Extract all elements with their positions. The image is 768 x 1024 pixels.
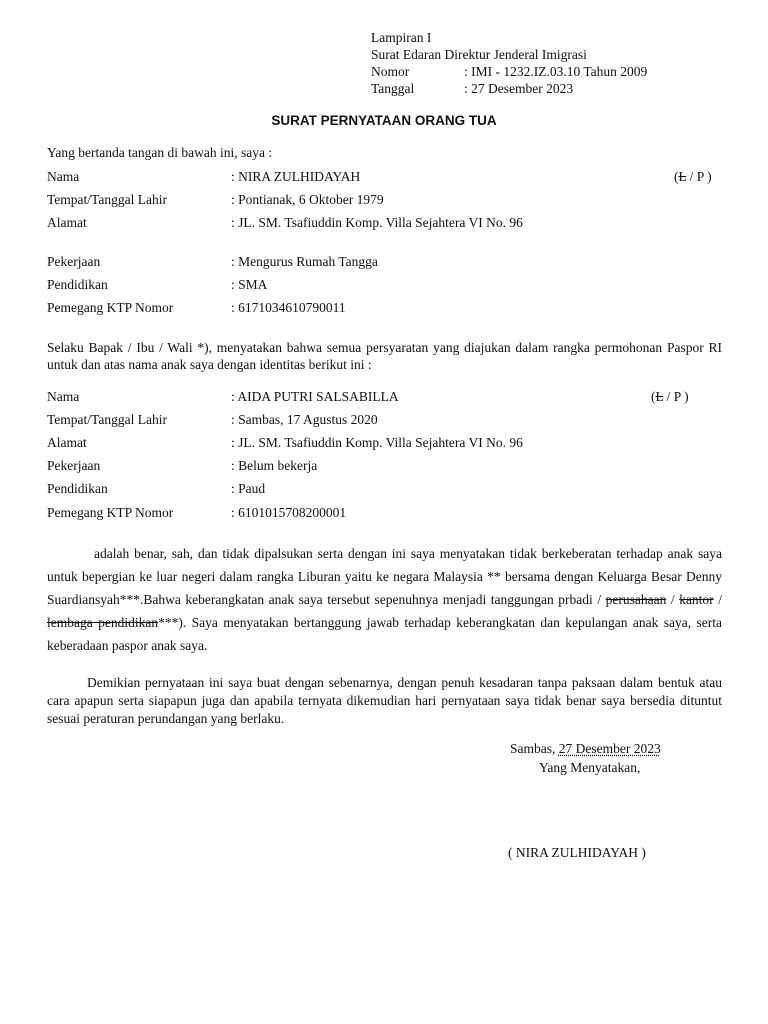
selaku-paragraph: Selaku Bapak / Ibu / Wali *), menyatakan bahwa semua persyaratan yang diajukan dalam rangka permohonan Paspor RI untuk dan atas nama anak saya dengan identitas berikut ini : [47, 340, 722, 372]
signature-role: Yang Menyatakan, [539, 760, 641, 775]
gender-marker [674, 169, 712, 185]
field-label: Pendidikan [47, 277, 108, 292]
closing-paragraph: Demikian pernyataan ini saya buat dengan sebenarnya, dengan penuh kesadaran tanpa paksaan dalam bentuk atau cara apapun serta siapapun juga dan apabila ternyata dikemudian hari pernyataan saya tidak benar saya bersedia dituntut sesuai peraturan perundangan yang berlaku. [47, 675, 722, 726]
gender-open: ( [651, 389, 656, 404]
child-field-education [47, 481, 727, 501]
parent-field-address [47, 215, 727, 235]
field-label: Nama [47, 389, 80, 404]
statement-paragraph [47, 542, 722, 657]
gender-l-struck: L [678, 169, 687, 184]
separator: / [713, 592, 722, 607]
field-value: : 6101015708200001 [231, 505, 347, 520]
field-value: : Pontianak, 6 Oktober 1979 [231, 192, 384, 207]
statement-part2: ***). Saya menyatakan bertanggung jawab terhadap keberangkatan dan kepulangan anak saya, serta keberadaan paspor anak saya. [47, 615, 722, 653]
child-field-address [47, 435, 727, 455]
gender-rest: / P ) [663, 389, 689, 404]
child-field-birth [47, 412, 727, 432]
attachment-title: Lampiran I [371, 30, 432, 45]
field-value: : Sambas, 17 Agustus 2020 [231, 412, 378, 427]
parent-field-ktp [47, 300, 727, 320]
gender-marker [651, 389, 689, 405]
field-value: : Paud [231, 481, 266, 496]
document-title: SURAT PERNYATAAN ORANG TUA [271, 113, 497, 128]
field-label: Pemegang KTP Nomor [47, 300, 174, 315]
field-value: : Mengurus Rumah Tangga [231, 254, 378, 269]
field-label: Alamat [47, 215, 87, 230]
signature-name: ( NIRA ZULHIDAYAH ) [508, 845, 646, 860]
struck-lembaga-pendidikan: lembaga pendidikan [47, 615, 159, 630]
field-label: Pekerjaan [47, 254, 101, 269]
field-value: : AIDA PUTRI SALSABILLA [231, 389, 399, 404]
signature-place-date [510, 741, 661, 757]
child-field-name [47, 389, 727, 409]
field-label: Tempat/Tanggal Lahir [47, 192, 167, 207]
attachment-header [371, 29, 647, 97]
field-value: : JL. SM. Tsafiuddin Komp. Villa Sejahtera VI No. 96 [231, 435, 523, 450]
parent-field-education [47, 277, 727, 297]
signature-place: Sambas, [510, 741, 559, 756]
field-label: Pekerjaan [47, 458, 101, 473]
intro-text: Yang bertanda tangan di bawah ini, saya : [47, 145, 273, 160]
field-label: Tempat/Tanggal Lahir [47, 412, 167, 427]
field-value: : Belum bekerja [231, 458, 318, 473]
child-field-job [47, 458, 727, 478]
child-field-ktp [47, 505, 727, 525]
field-label: Pendidikan [47, 481, 108, 496]
gender-open: ( [674, 169, 679, 184]
gender-rest: / P ) [686, 169, 712, 184]
attachment-nomor-row [371, 63, 647, 80]
attachment-tanggal-row [371, 80, 647, 97]
field-label: Alamat [47, 435, 87, 450]
struck-perusahaan: perusahaan [605, 592, 667, 607]
nomor-value: : IMI - 1232.IZ.03.10 Tahun 2009 [464, 64, 648, 79]
field-label: Nama [47, 169, 80, 184]
parent-field-job [47, 254, 727, 274]
struck-kantor: kantor [679, 592, 714, 607]
separator: / [666, 592, 680, 607]
field-value: : SMA [231, 277, 268, 292]
statement-part1: adalah benar, sah, dan tidak dipalsukan serta dengan ini saya menyatakan tidak berkeberatan terhadap anak saya untuk bepergian ke luar negeri dalam rangka Liburan yaitu ke negara Malaysia ** bersama dengan Keluarga Besar Denny Suardiansyah***.Bahwa keberangkatan anak saya tersebut sepenuhnya menjadi tanggungan prbadi / [47, 546, 722, 607]
gender-l-struck: L [655, 389, 664, 404]
field-label: Pemegang KTP Nomor [47, 505, 174, 520]
field-value: : JL. SM. Tsafiuddin Komp. Villa Sejahtera VI No. 96 [231, 215, 523, 230]
signature-date: 27 Desember 2023 [558, 741, 661, 756]
tanggal-value: : 27 Desember 2023 [464, 81, 574, 96]
nomor-label: Nomor [371, 64, 410, 79]
field-value: : NIRA ZULHIDAYAH [231, 169, 361, 184]
parent-field-name [47, 169, 727, 189]
tanggal-label: Tanggal [371, 81, 415, 96]
parent-field-birth [47, 192, 727, 212]
attachment-subtitle: Surat Edaran Direktur Jenderal Imigrasi [371, 47, 587, 62]
field-value: : 6171034610790011 [231, 300, 346, 315]
